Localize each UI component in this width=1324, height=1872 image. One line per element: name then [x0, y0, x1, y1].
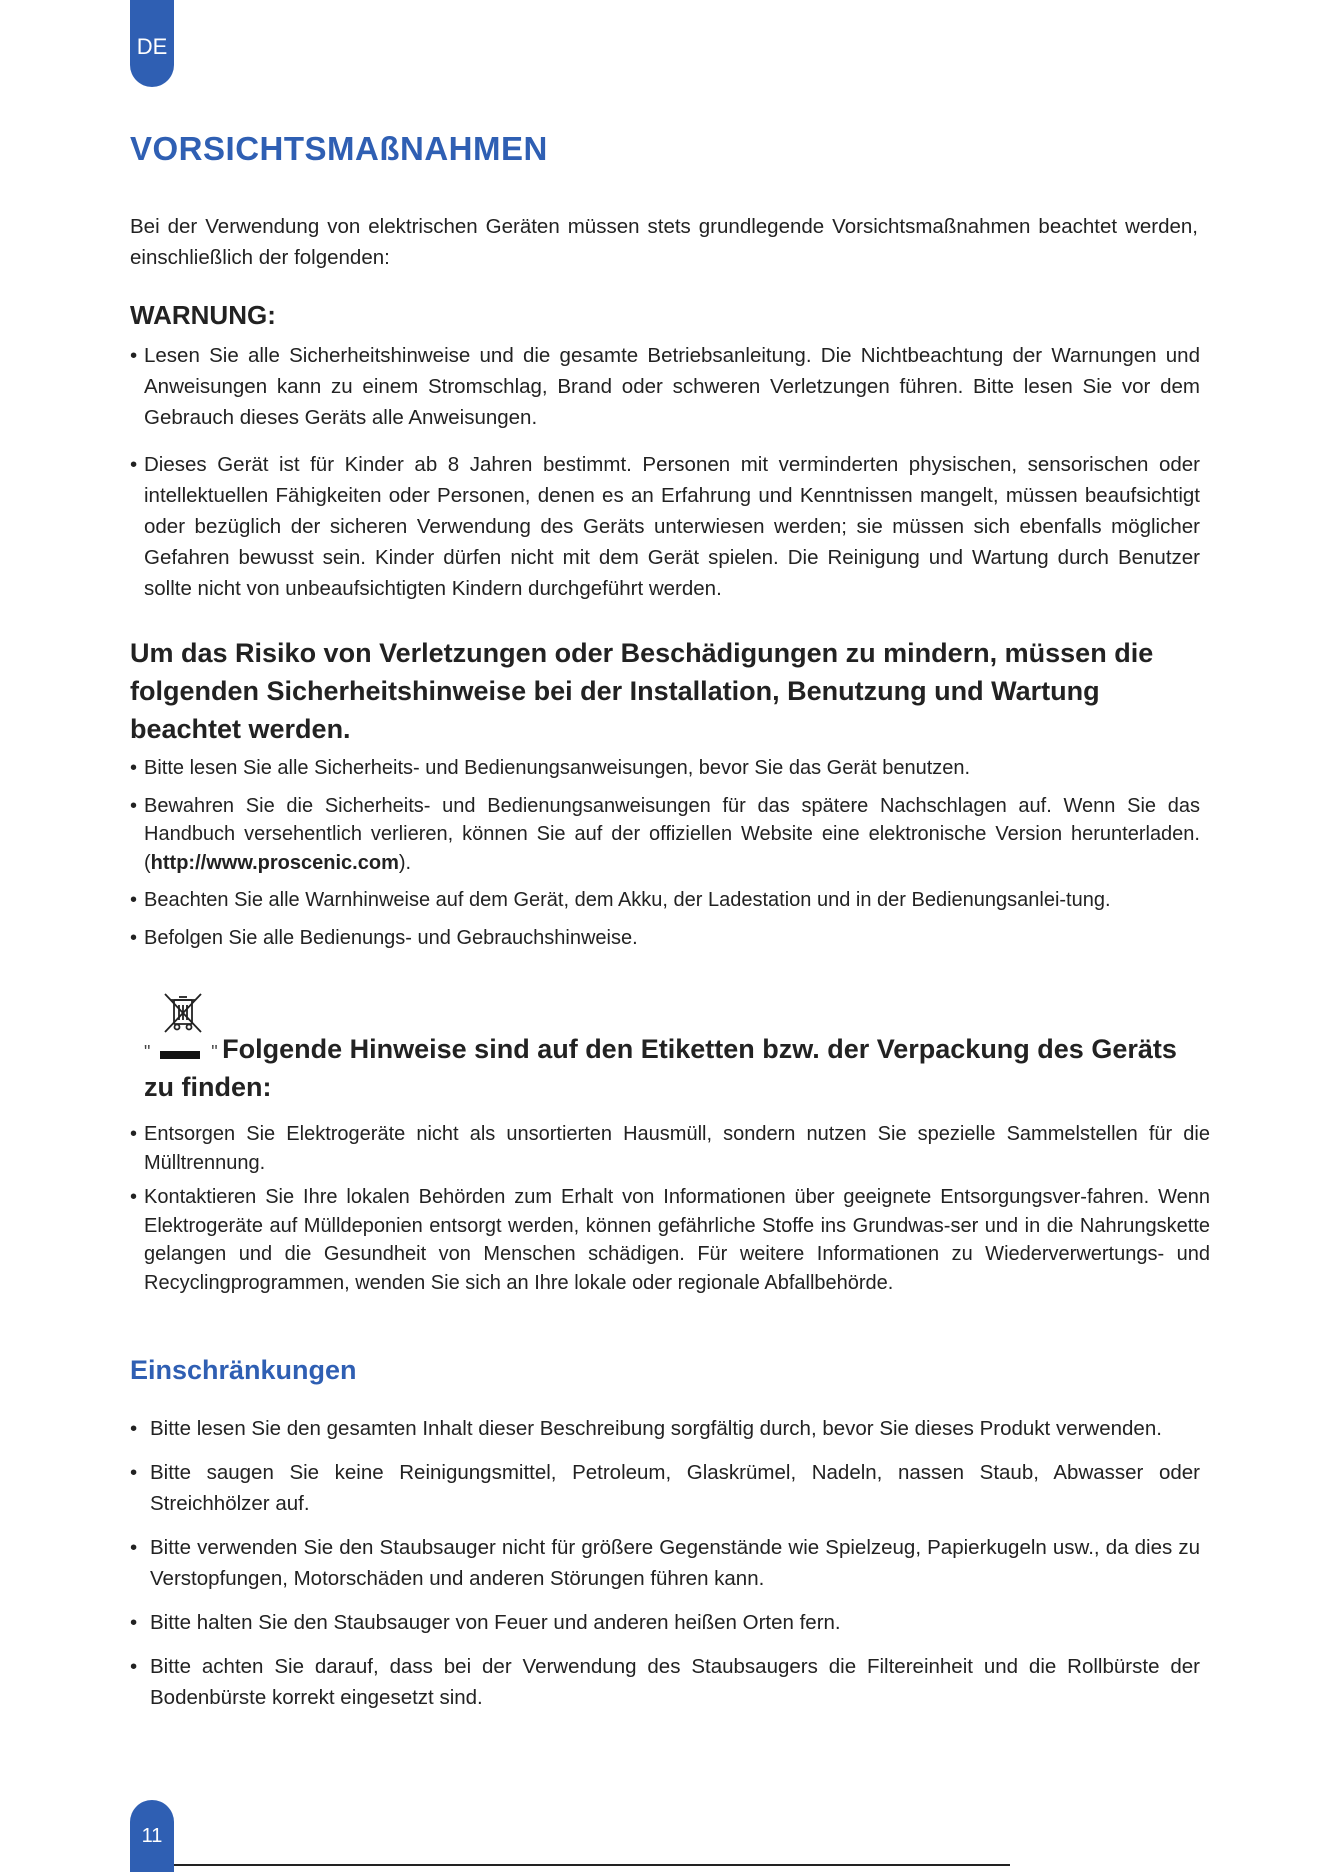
list-item: • Bitte achten Sie darauf, dass bei der Verwendung des Staubsaugers die Filtereinheit und die Rollbürste der Bodenbürste korrekt eingesetzt sind. — [130, 1651, 1200, 1713]
risk-heading: Um das Risiko von Verletzungen oder Beschädigungen zu mindern, müssen die folgenden Sicherheitshinweise bei der Installation, Benutzung und Wartung beachtet werden. — [130, 638, 1154, 744]
list-item: • Befolgen Sie alle Bedienungs- und Gebrauchshinweise. — [130, 924, 1200, 953]
list-item: • Bitte halten Sie den Staubsauger von Feuer und anderen heißen Orten fern. — [130, 1607, 1200, 1638]
quote-open: " — [144, 1042, 151, 1062]
page-title: VORSICHTSMAßNAHMEN — [130, 130, 548, 167]
list-item-text-end: ). — [398, 851, 412, 874]
page-number-tab — [130, 1800, 174, 1872]
disposal-heading: Folgende Hinweise sind auf den Etiketten bzw. der Verpackung des Geräts zu finden: — [144, 1034, 1177, 1102]
list-item: • Bitte lesen Sie den gesamten Inhalt dieser Beschreibung sorgfältig durch, bevor Sie dieses Produkt verwenden. — [130, 1413, 1200, 1444]
language-label: DE — [136, 33, 168, 59]
footer-rule — [130, 1864, 1010, 1866]
risk-list — [130, 754, 1200, 952]
list-item: • Dieses Gerät ist für Kinder ab 8 Jahren bestimmt. Personen mit verminderten physischen, sensorischen oder intellektuellen Fähigkeiten oder Personen, denen es an Erfahrung und Kenntnissen mangelt, müssen beaufsichtigt oder bezüglich der sicheren Verwendung des Geräts unterwiesen werden; sie müssen sich ebenfalls möglicher Gefahren bewusst sein. Kinder dürfen nicht mit dem Gerät spielen. Die Reinigung und Wartung durch Benutzer sollte nicht von unbeaufsichtigten Kindern durchgeführt werden. — [130, 449, 1200, 604]
list-item: • Bitte verwenden Sie den Staubsauger nicht für größere Gegenstände wie Spielzeug, Papierkugeln usw., da dies zu Verstopfungen, Motorschäden und anderen Störungen führen kann. — [130, 1532, 1200, 1594]
list-item — [130, 792, 1200, 878]
intro-paragraph: Bei der Verwendung von elektrischen Geräten müssen stets grundlegende Vorsichtsmaßnahmen beachtet werden, einschließlich der folgenden: — [130, 215, 1198, 269]
list-item: • Lesen Sie alle Sicherheitshinweise und die gesamte Betriebsanleitung. Die Nichtbeachtung der Warnungen und Anweisungen kann zu einem Stromschlag, Brand oder schweren Verletzungen führen. Bitte lesen Sie vor dem Gebrauch dieses Geräts alle Anweisungen. — [130, 340, 1200, 433]
list-item: • Bitte lesen Sie alle Sicherheits- und Bedienungsanweisungen, bevor Sie das Gerät benutzen. — [130, 754, 1200, 783]
page-number: 11 — [141, 1824, 163, 1847]
list-item-text: Bewahren Sie die Sicherheits- und Bedienungsanweisungen für das spätere Nachschlagen auf. Wenn Sie das Handbuch versehentlich verlieren, können Sie auf der offiziellen Website eine elektronische Version herunterladen.( — [144, 794, 1200, 874]
disposal-list — [130, 1120, 1210, 1297]
disposal-heading-row — [144, 1030, 1194, 1106]
warning-list — [130, 340, 1200, 604]
quote-close: " — [211, 1042, 218, 1062]
website-link[interactable]: http://www.proscenic.com — [150, 851, 399, 874]
warning-heading: WARNUNG: — [130, 300, 276, 330]
list-item: • Entsorgen Sie Elektrogeräte nicht als unsortierten Hausmüll, sondern nutzen Sie spezielle Sammelstellen für die Mülltrennung. — [130, 1120, 1210, 1177]
list-item: • Kontaktieren Sie Ihre lokalen Behörden zum Erhalt von Informationen über geeignete Entsorgungsver-fahren. Wenn Elektrogeräte auf Mülldeponien entsorgt werden, können gefährliche Stoffe ins Grundwas-ser und in die Nahrungskette gelangen und die Gesundheit von Menschen schädigen. Für weitere Informationen zu Wiederverwertungs- und Recyclingprogrammen, wenden Sie sich an Ihre lokale oder regionale Abfallbehörde. — [130, 1183, 1210, 1297]
list-item: • Bitte saugen Sie keine Reinigungsmittel, Petroleum, Glaskrümel, Nadeln, nassen Staub, Abwasser oder Streichhölzer auf. — [130, 1457, 1200, 1519]
language-tab — [130, 0, 174, 87]
list-item: • Beachten Sie alle Warnhinweise auf dem Gerät, dem Akku, der Ladestation und in der Bedienungsanlei-tung. — [130, 886, 1200, 915]
limits-heading: Einschränkungen — [130, 1355, 357, 1385]
limits-list — [130, 1413, 1200, 1726]
